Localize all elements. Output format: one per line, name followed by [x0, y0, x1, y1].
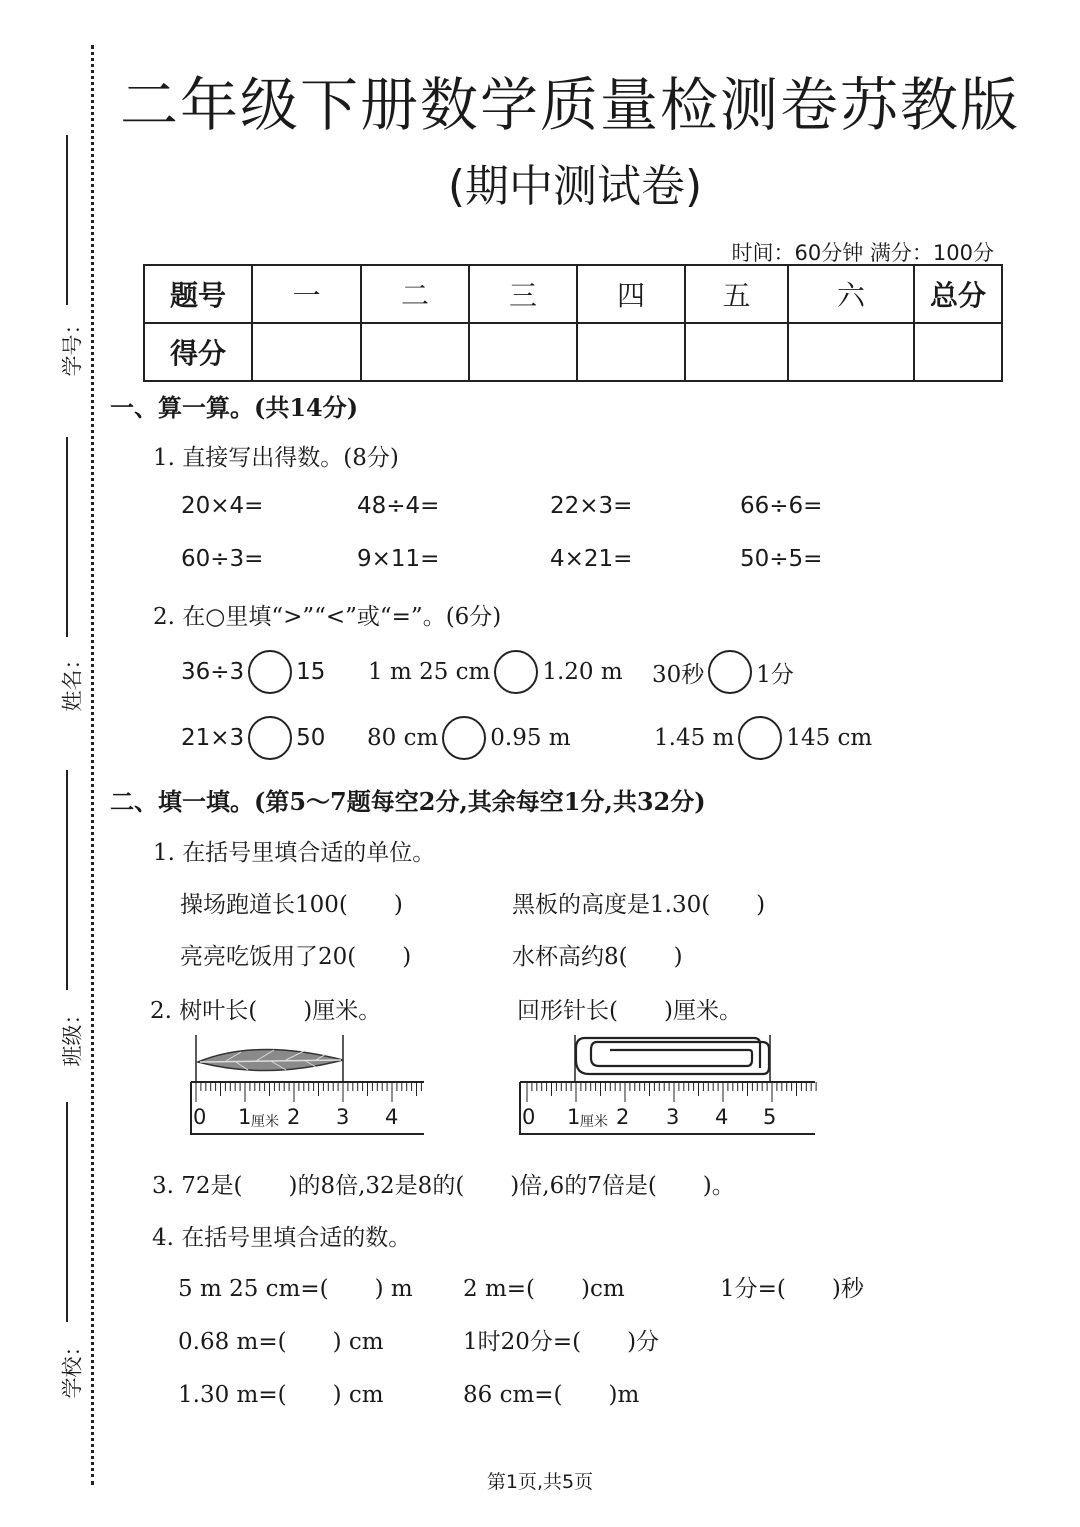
answer-circle[interactable] — [494, 650, 538, 694]
clip-ruler-tick-label: 5 — [763, 1105, 777, 1129]
convert-item: 5 m 25 cm=( ) m — [178, 1276, 413, 1302]
paperclip-icon — [575, 1035, 770, 1082]
compare-left: 21×3 — [181, 725, 245, 751]
compare-left: 30秒 — [652, 661, 705, 688]
convert-item: 1分=( )秒 — [720, 1276, 864, 1302]
name-line — [66, 437, 68, 637]
compare-left: 1.45 m — [654, 725, 735, 751]
score-cell[interactable] — [252, 323, 361, 381]
school-label: 学校： — [60, 1335, 85, 1399]
clip-ruler-unit: 厘米 — [580, 1114, 608, 1130]
convert-item: 0.68 m=( ) cm — [178, 1329, 384, 1355]
convert-item: 1.30 m=( ) cm — [178, 1382, 384, 1408]
score-table-header-row — [144, 265, 1002, 323]
convert-item: 86 cm=( )m — [463, 1382, 640, 1408]
calc-item: 60÷3= — [181, 546, 264, 572]
header-cell: 四 — [577, 265, 685, 323]
time-score-info: 时间：60分钟 满分：100分 — [731, 241, 994, 265]
answer-circle[interactable] — [738, 716, 782, 760]
page-footer: 第1页,共5页 — [486, 1471, 594, 1493]
answer-circle[interactable] — [708, 650, 752, 694]
compare-left: 1 m 25 cm — [368, 659, 491, 685]
calc-item: 48÷4= — [357, 493, 440, 519]
name-label: 姓名： — [60, 648, 85, 712]
header-cell: 二 — [361, 265, 469, 323]
score-table — [143, 264, 1003, 382]
compare-right: 50 — [296, 725, 326, 751]
calc-item: 66÷6= — [740, 493, 823, 519]
leaf-ruler-tick-label: 3 — [336, 1105, 350, 1129]
class-label: 班级： — [60, 1003, 85, 1067]
calc-item: 9×11= — [357, 546, 440, 572]
unit-item: 操场跑道长100( ) — [180, 892, 403, 918]
s2-q2-leaf-text: 2. 树叶长( )厘米。 — [150, 998, 382, 1024]
compare-item — [367, 716, 571, 760]
score-cell[interactable] — [914, 323, 1002, 381]
leaf-ruler-tick-label: 4 — [385, 1105, 399, 1129]
section2-title: 二、填一填。(第5～7题每空2分,其余每空1分,共32分) — [110, 787, 706, 816]
convert-item: 1时20分=( )分 — [463, 1329, 660, 1355]
class-line — [66, 770, 68, 990]
clip-ruler-tick-label: 4 — [715, 1105, 729, 1129]
compare-item — [181, 650, 325, 694]
calc-item: 22×3= — [550, 493, 633, 519]
score-cell[interactable] — [788, 323, 914, 381]
compare-right: 145 cm — [786, 725, 873, 751]
leaf-ruler-unit: 厘米 — [251, 1114, 279, 1130]
compare-left: 36÷3 — [181, 659, 245, 685]
clip-ruler-tick-label: 2 — [616, 1105, 630, 1129]
calc-item: 4×21= — [550, 546, 633, 572]
header-cell: 一 — [252, 265, 361, 323]
compare-right: 1分 — [756, 661, 794, 688]
unit-item: 黑板的高度是1.30( ) — [512, 892, 766, 918]
leaf-ruler-tick-label: 1 — [238, 1105, 252, 1129]
calc-item: 20×4= — [181, 493, 264, 519]
leaf-ruler-tick-label: 0 — [193, 1105, 207, 1129]
compare-item — [181, 716, 325, 760]
header-cell: 总分 — [914, 265, 1002, 323]
score-cell[interactable] — [361, 323, 469, 381]
answer-circle[interactable] — [442, 716, 486, 760]
compare-right: 1.20 m — [542, 659, 623, 685]
leaf-icon — [196, 1035, 343, 1082]
unit-item: 水杯高约8( ) — [512, 944, 683, 970]
answer-circle[interactable] — [248, 716, 292, 760]
clip-ruler-tick-label: 1 — [567, 1105, 581, 1129]
exam-title: 二年级下册数学质量检测卷苏教版 — [119, 71, 1020, 139]
header-cell: 五 — [685, 265, 788, 323]
s1-q2-title: 2. 在○里填“>”“<”或“=”。(6分) — [153, 604, 502, 630]
score-row-label: 得分 — [144, 323, 252, 381]
s2-q3: 3. 72是( )的8倍,32是8的( )倍,6的7倍是( )。 — [152, 1173, 735, 1199]
school-line — [66, 1102, 68, 1322]
header-cell: 六 — [788, 265, 914, 323]
s1-q1-title: 1. 直接写出得数。(8分) — [153, 445, 399, 471]
binding-dotted-line — [91, 45, 94, 1485]
calc-item: 50÷5= — [740, 546, 823, 572]
section1-title: 一、算一算。(共14分) — [110, 393, 359, 422]
leaf-ruler-tick-label: 2 — [287, 1105, 301, 1129]
compare-right: 0.95 m — [490, 725, 571, 751]
answer-circle[interactable] — [248, 650, 292, 694]
compare-item — [368, 650, 623, 694]
clip-ruler-tick-label: 0 — [522, 1105, 536, 1129]
compare-left: 80 cm — [367, 725, 439, 751]
score-cell[interactable] — [685, 323, 788, 381]
score-cell[interactable] — [577, 323, 685, 381]
clip-ruler-tick-label: 3 — [666, 1105, 680, 1129]
unit-item: 亮亮吃饭用了20( ) — [180, 944, 412, 970]
header-cell: 三 — [469, 265, 577, 323]
header-cell: 题号 — [144, 265, 252, 323]
student-no-label: 学号： — [60, 313, 85, 377]
s2-q4-title: 4. 在括号里填合适的数。 — [152, 1225, 412, 1251]
compare-right: 15 — [296, 659, 326, 685]
score-table-score-row — [144, 323, 1002, 381]
s2-q2-clip-text: 回形针长( )厘米。 — [517, 998, 742, 1024]
convert-item: 2 m=( )cm — [463, 1276, 625, 1302]
ruler-ticks — [527, 1082, 816, 1102]
s2-q1-title: 1. 在括号里填合适的单位。 — [153, 840, 436, 866]
ruler-ticks — [196, 1082, 421, 1102]
score-cell[interactable] — [469, 323, 577, 381]
exam-subtitle: (期中测试卷) — [447, 161, 703, 212]
compare-item — [654, 716, 872, 760]
compare-item — [652, 650, 794, 694]
